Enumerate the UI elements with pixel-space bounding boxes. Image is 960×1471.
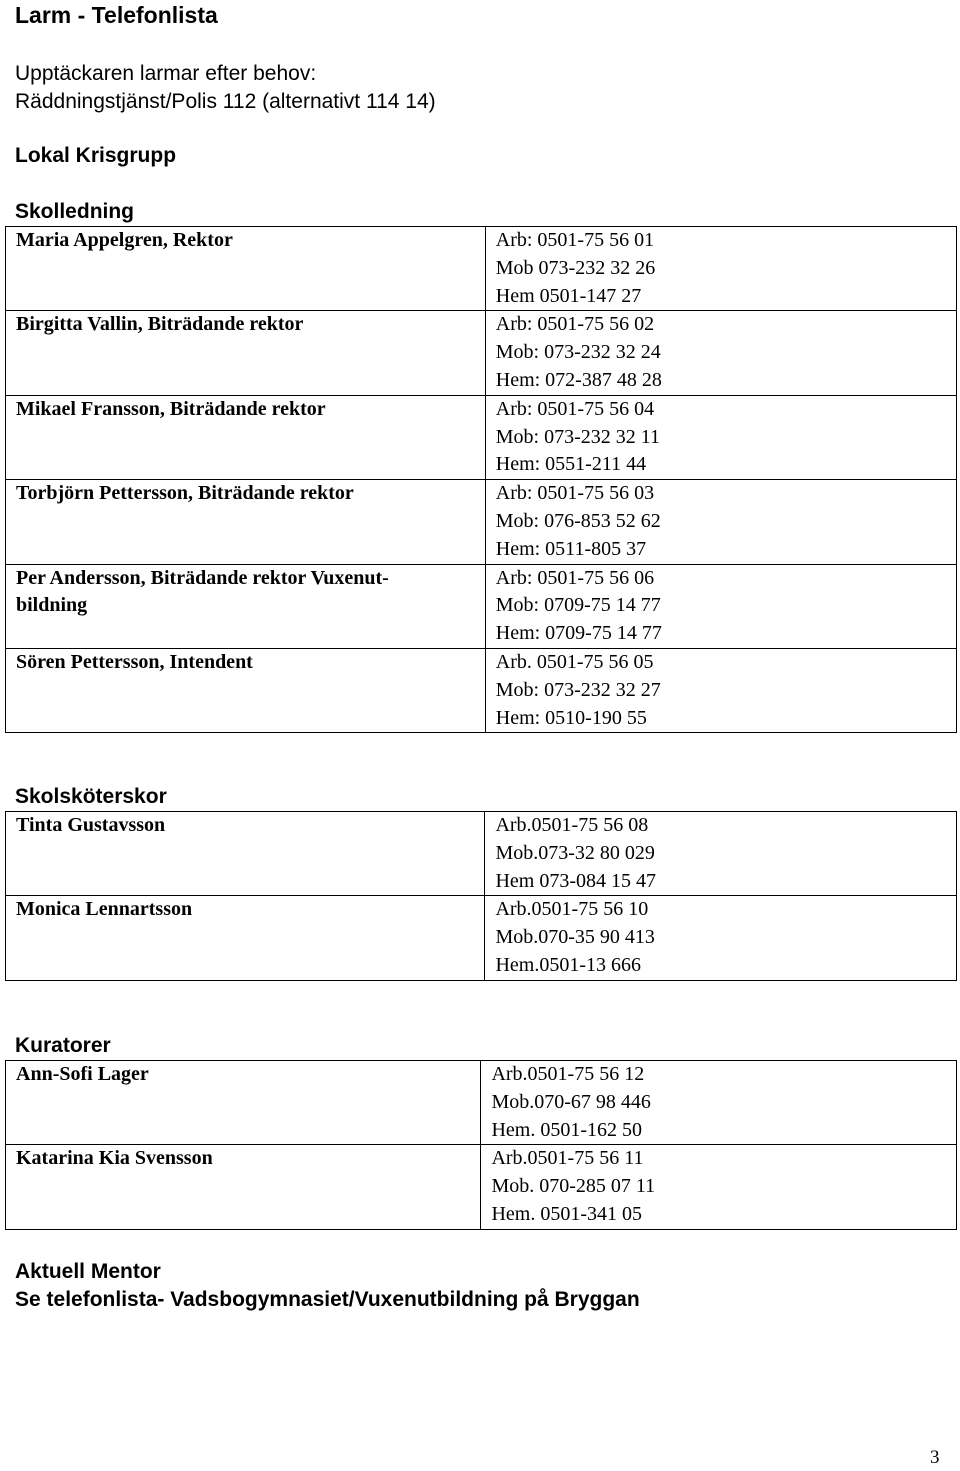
- table-row: [6, 395, 957, 479]
- contact-phones: [485, 896, 957, 980]
- phone-work: Arb: 0501-75 56 03: [495, 482, 655, 505]
- contact-name: Maria Appelgren, Rektor: [6, 227, 486, 311]
- phone-work: Arb.0501-75 56 08: [495, 814, 649, 836]
- phone-work: Arb.0501-75 56 11: [491, 1147, 644, 1170]
- contact-phones: [485, 311, 956, 395]
- phone-work: Arb: 0501-75 56 01: [495, 229, 655, 251]
- phone-home: Hem: 0511-805 37: [495, 537, 647, 560]
- lokal-krisgrupp-heading: Lokal Krisgrupp: [15, 144, 177, 167]
- contact-name: Torbjörn Pettersson, Biträdande rektor: [6, 480, 486, 564]
- contact-phones: [485, 812, 957, 896]
- contact-name-line-2: bildning: [16, 594, 88, 617]
- contact-name: Sören Pettersson, Intendent: [6, 648, 486, 732]
- contact-name-line-1: Per Andersson, Biträdande rektor Vuxenut-: [16, 566, 389, 589]
- kuratorer-heading: Kuratorer: [15, 1034, 111, 1057]
- phone-mobile: Mob: 0709-75 14 77: [495, 594, 661, 617]
- footer-heading: Aktuell Mentor: [15, 1260, 161, 1283]
- phone-mobile: Mob.070-67 98 446: [491, 1090, 651, 1113]
- phone-mobile: Mob 073-232 32 26: [495, 256, 656, 279]
- contact-phones: [485, 227, 956, 311]
- table-row: [6, 896, 957, 980]
- kuratorer-table: [5, 1060, 957, 1230]
- contact-name: Monica Lennartsson: [6, 896, 485, 980]
- table-row: [6, 812, 957, 896]
- contact-phones: [481, 1061, 957, 1145]
- contact-phones: [485, 564, 956, 648]
- phone-mobile: Mob: 076-853 52 62: [495, 509, 661, 532]
- phone-work: Arb.0501-75 56 10: [495, 898, 649, 921]
- table-row: [6, 311, 957, 395]
- phone-home: Hem.0501-13 666: [495, 953, 641, 976]
- contact-name: [6, 564, 486, 648]
- phone-home: Hem. 0501-162 50: [491, 1118, 642, 1141]
- phone-home: Hem: 0709-75 14 77: [495, 622, 662, 645]
- skolledning-heading: Skolledning: [15, 200, 135, 223]
- phone-home: Hem: 0510-190 55: [495, 706, 647, 729]
- phone-mobile: Mob.073-32 80 029: [495, 841, 655, 864]
- intro-line-2: Räddningstjänst/Polis 112 (alternativt 114 14): [15, 90, 436, 113]
- table-row: [6, 227, 957, 311]
- table-row: [6, 1145, 957, 1229]
- phone-work: Arb: 0501-75 56 02: [495, 313, 655, 336]
- contact-phones: [485, 480, 956, 564]
- table-row: [6, 648, 957, 732]
- skolskoterskor-heading: Skolsköterskor: [15, 785, 167, 808]
- phone-mobile: Mob.070-35 90 413: [495, 926, 655, 949]
- contact-phones: [485, 395, 956, 479]
- table-row: [6, 564, 957, 648]
- contact-name: Tinta Gustavsson: [6, 812, 485, 896]
- phone-home: Hem 073-084 15 47: [495, 869, 656, 892]
- phone-mobile: Mob: 073-232 32 11: [495, 425, 661, 448]
- contact-name: Katarina Kia Svensson: [6, 1145, 481, 1229]
- table-row: [6, 480, 957, 564]
- intro-line-1: Upptäckaren larmar efter behov:: [15, 62, 317, 85]
- phone-mobile: Mob. 070-285 07 11: [491, 1175, 656, 1198]
- phone-mobile: Mob: 073-232 32 27: [495, 678, 661, 701]
- phone-work: Arb. 0501-75 56 05: [495, 650, 654, 673]
- phone-work: Arb.0501-75 56 12: [491, 1063, 645, 1085]
- phone-home: Hem 0501-147 27: [495, 284, 642, 307]
- contact-phones: [481, 1145, 957, 1229]
- contact-phones: [485, 648, 956, 732]
- phone-home: Hem. 0501-341 05: [491, 1202, 642, 1225]
- phone-home: Hem: 072-387 48 28: [495, 368, 662, 391]
- footer-text: Se telefonlista- Vadsbogymnasiet/Vuxenutbildning på Bryggan: [15, 1288, 640, 1311]
- page-number: 3: [930, 1447, 940, 1468]
- page-title: Larm - Telefonlista: [15, 2, 218, 28]
- phone-work: Arb: 0501-75 56 04: [495, 397, 655, 420]
- phone-work: Arb: 0501-75 56 06: [495, 566, 655, 589]
- skolledning-table: [5, 226, 957, 733]
- table-row: [6, 1061, 957, 1145]
- contact-name: Birgitta Vallin, Biträdande rektor: [6, 311, 486, 395]
- contact-name: Mikael Fransson, Biträdande rektor: [6, 395, 486, 479]
- phone-home: Hem: 0551-211 44: [495, 453, 647, 476]
- skolskoterskor-table: [5, 811, 957, 981]
- phone-mobile: Mob: 073-232 32 24: [495, 341, 661, 364]
- contact-name: Ann-Sofi Lager: [6, 1061, 481, 1145]
